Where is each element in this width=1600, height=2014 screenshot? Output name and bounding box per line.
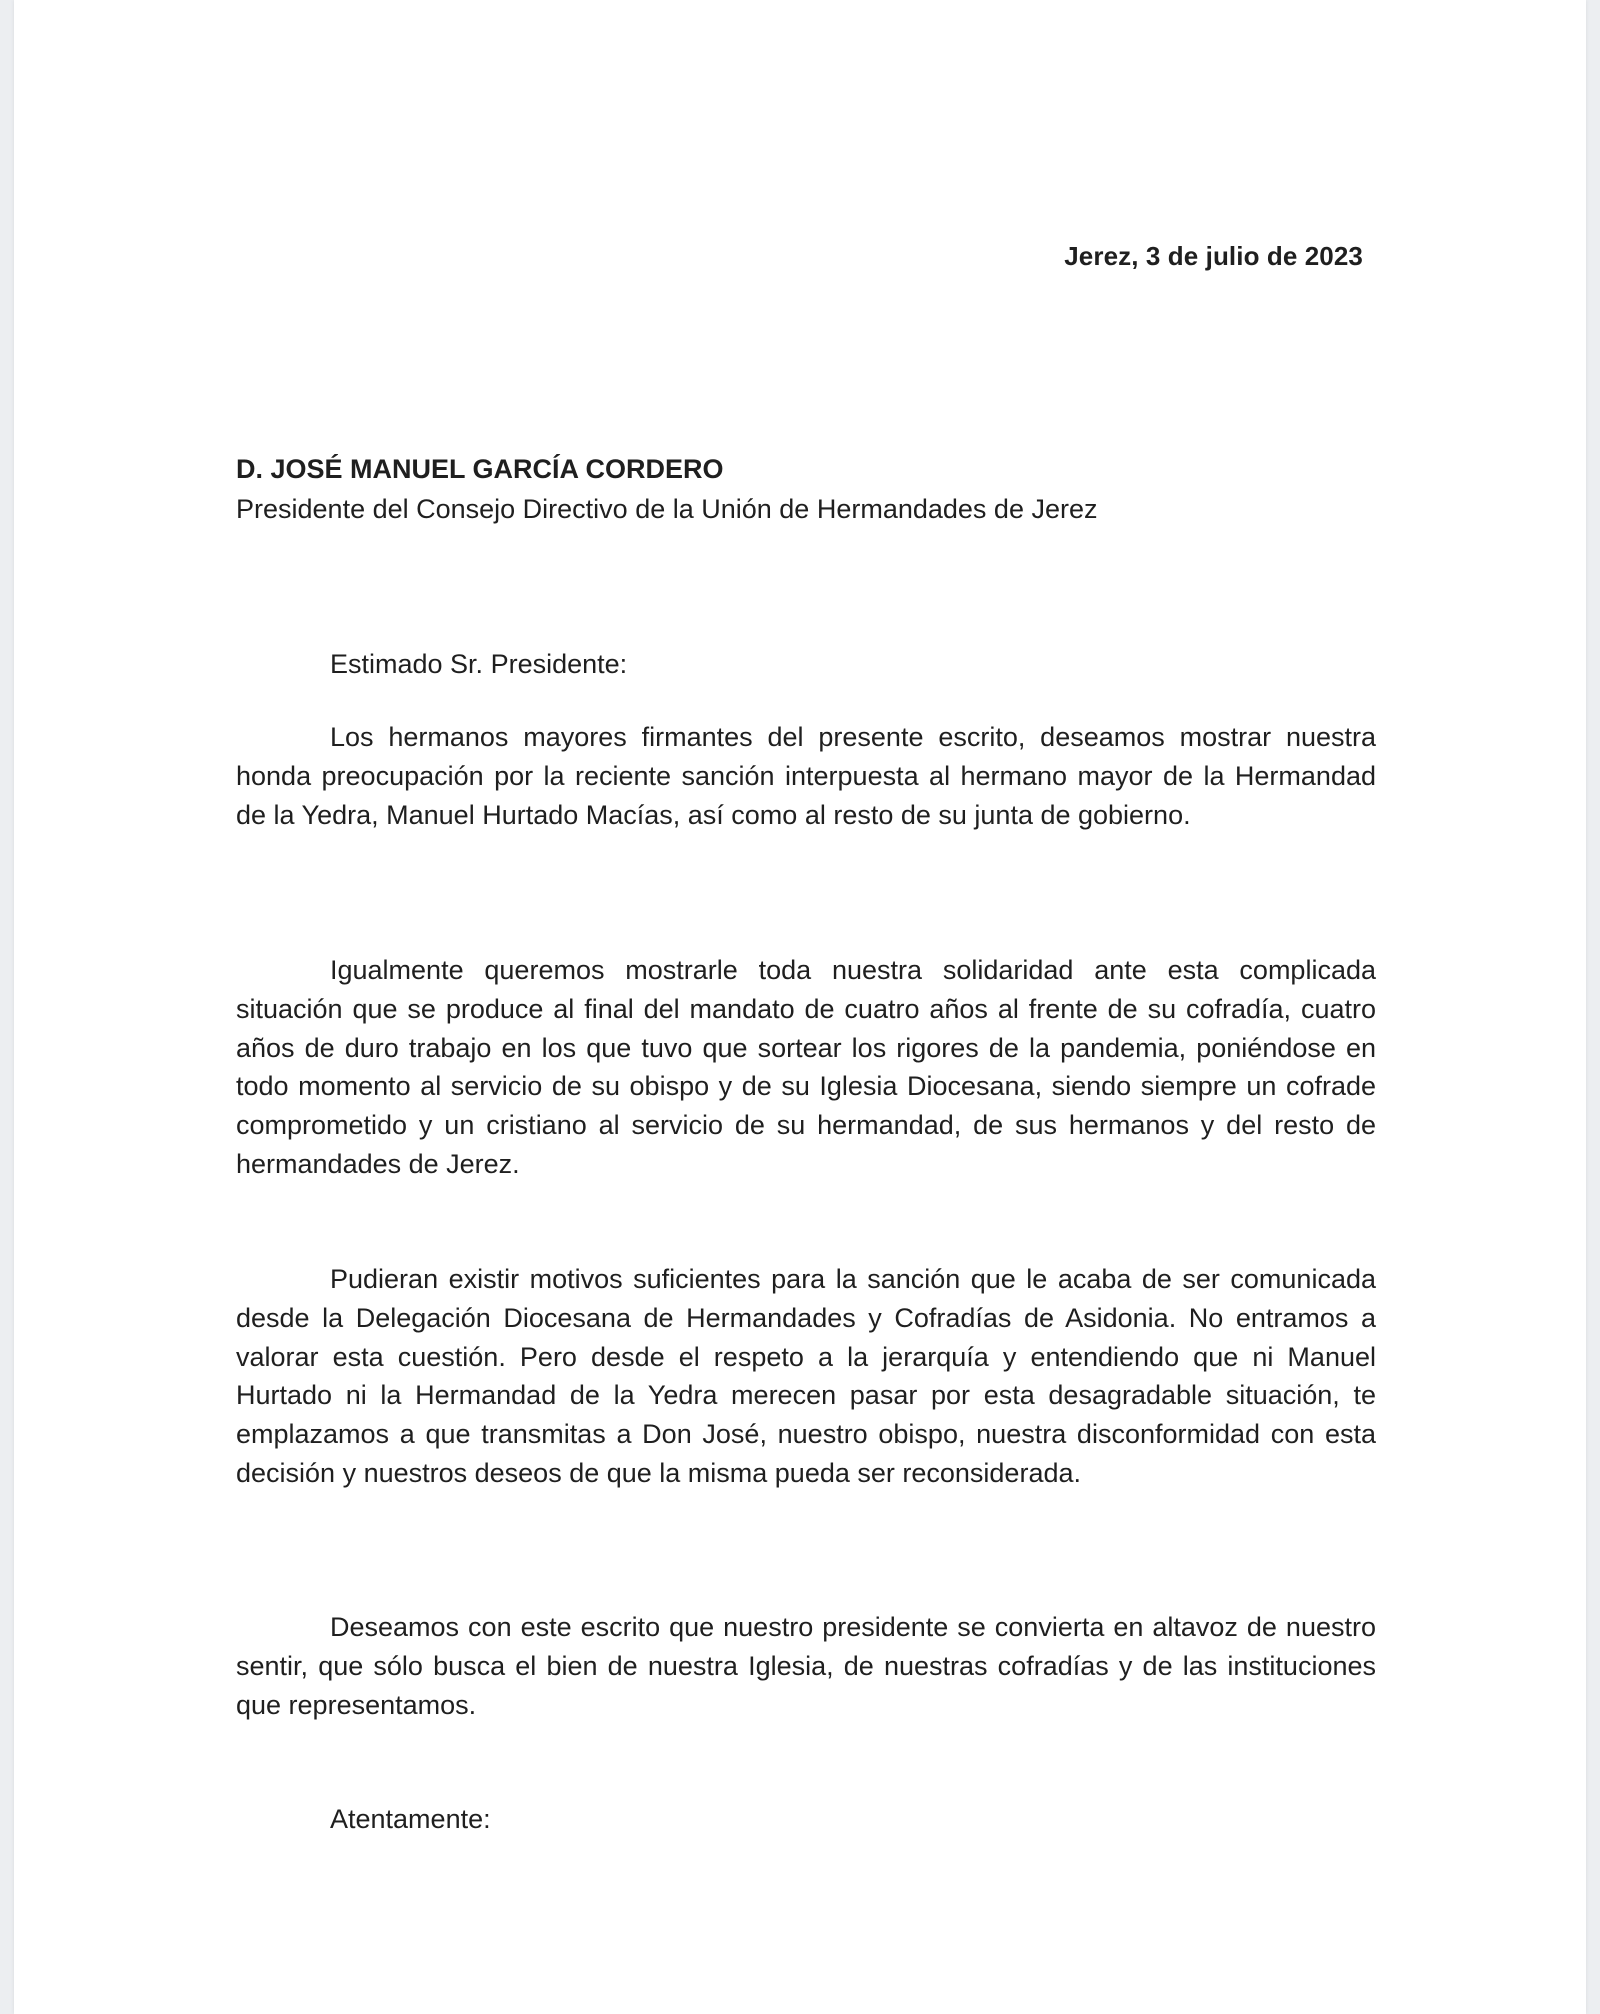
recipient-block [236,450,1376,528]
closing: Atentamente: [330,1804,491,1834]
letter-date: Jerez, 3 de julio de 2023 [1064,241,1363,271]
recipient-role: Presidente del Consejo Directivo de la Unión de Hermandades de Jerez [236,494,1098,524]
recipient-name: D. JOSÉ MANUEL GARCÍA CORDERO [236,454,724,484]
salutation: Estimado Sr. Presidente: [330,649,628,679]
body-paragraph-1: Los hermanos mayores firmantes del presente escrito, deseamos mostrar nuestra honda preocupación por la reciente sanción interpuesta al hermano mayor de la Hermandad de la Yedra, Manuel Hurtado Macías, así como al resto de su junta de gobierno. [236,722,1376,830]
letter-page [14,0,1586,2014]
body-paragraph-3: Pudieran existir motivos suficientes para la sanción que le acaba de ser comunicada desde la Delegación Diocesana de Hermandades y Cofradías de Asidonia. No entramos a valorar esta cuestión. Pero desde el respeto a la jerarquía y entendiendo que ni Manuel Hurtado ni la Hermandad de la Yedra merecen pasar por esta desagradable situación, te emplazamos a que transmitas a Don José, nuestro obispo, nuestra disconformidad con esta decisión y nuestros deseos de que la misma pueda ser reconsiderada. [236,1264,1376,1488]
body-paragraph-4: Deseamos con este escrito que nuestro presidente se convierta en altavoz de nuestro sentir, que sólo busca el bien de nuestra Iglesia, de nuestras cofradías y de las instituciones que representamos. [236,1612,1376,1720]
body-paragraph-2: Igualmente queremos mostrarle toda nuestra solidaridad ante esta complicada situación que se produce al final del mandato de cuatro años al frente de su cofradía, cuatro años de duro trabajo en los que tuvo que sortear los rigores de la pandemia, poniéndose en todo momento al servicio de su obispo y de su Iglesia Diocesana, siendo siempre un cofrade comprometido y un cristiano al servicio de su hermandad, de sus hermanos y del resto de hermandades de Jerez. [236,955,1376,1179]
